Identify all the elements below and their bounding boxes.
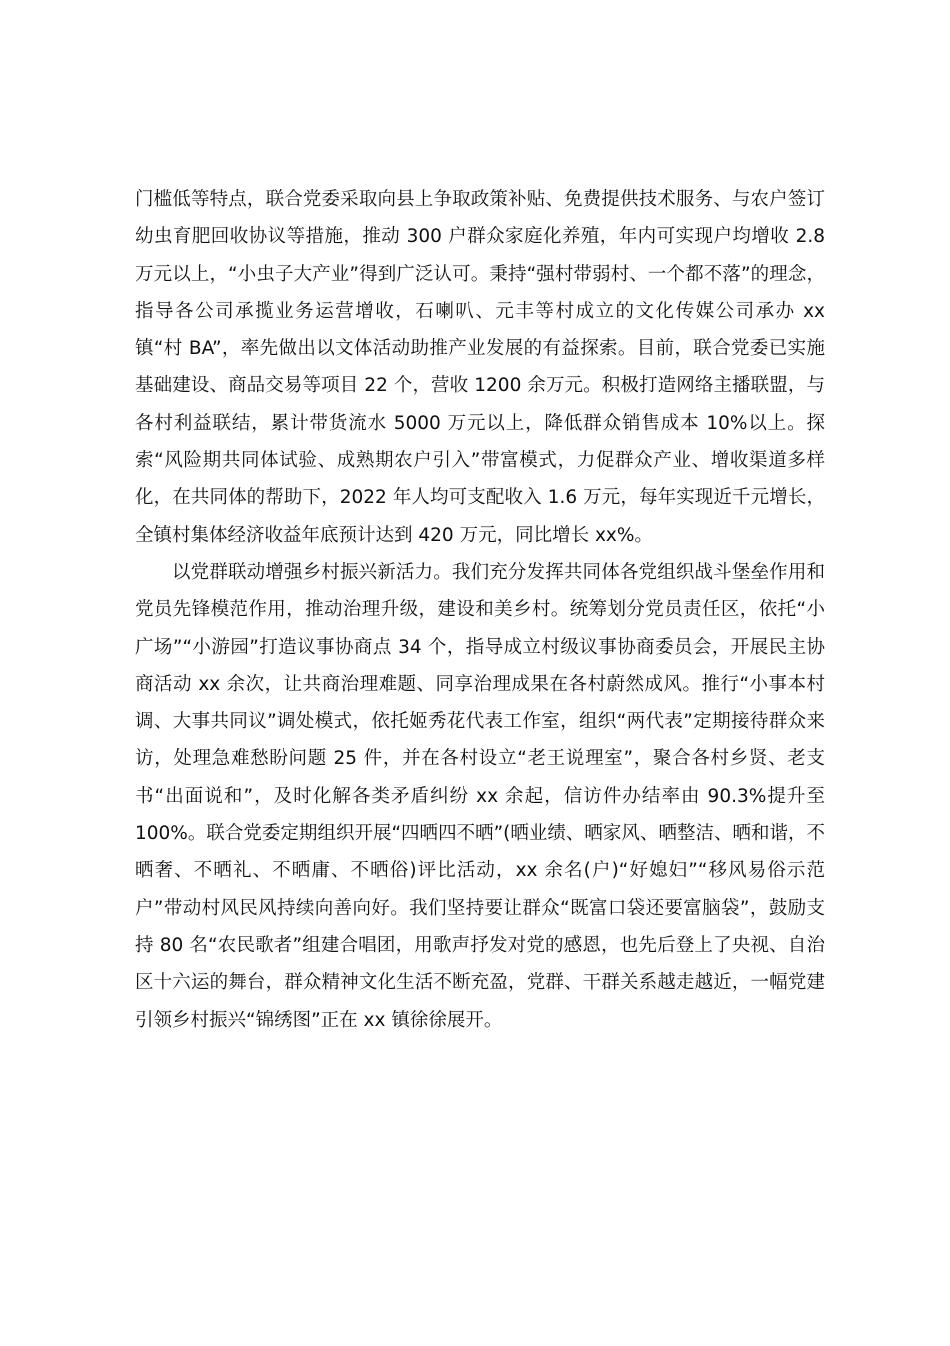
body-text (135, 181, 825, 1039)
paragraph-industry-development: 门槛低等特点，联合党委采取向县上争取政策补贴、免费提供技术服务、与农户签订幼虫育肥回收协议等措施，推动 300 户群众家庭化养殖，年内可实现户均增收 2.8 万元以上，“小虫子大产业”得到广泛认可。秉持“强村带弱村、一个都不落”的理念，指导各公司承揽业务运营增收，石喇叭、元丰等村成立的文化传媒公司承办 xx 镇“村 BA”，率先做出以文体活动助推产业发展的有益探索。目前，联合党委已实施基础建设、商品交易等项目 22 个，营收 1200 余万元。积极打造网络主播联盟，与各村利益联结，累计带货流水 5000 万元以上，降低群众销售成本 10%以上。探索“风险期共同体试验、成熟期农户引入”带富模式，力促群众产业、增收渠道多样化，在共同体的帮助下，2022 年人均可支配收入 1.6 万元，每年实现近千元增长，全镇村集体经济收益年底预计达到 420 万元，同比增长 xx%。 (135, 189, 825, 546)
paragraph-party-mass-linkage: 以党群联动增强乡村振兴新活力。我们充分发挥共同体各党组织战斗堡垒作用和党员先锋模范作用，推动治理升级，建设和美乡村。统筹划分党员责任区，依托“小广场”“小游园”打造议事协商点 34 个，指导成立村级议事协商委员会，开展民主协商活动 xx 余次，让共商治理难题、同享治理成果在各村蔚然成风。推行“小事本村调、大事共同议”调处模式，依托姬秀花代表工作室，组织“两代表”定期接待群众来访，处理急难愁盼问题 25 件，并在各村设立“老王说理室”，聚合各村乡贤、老支书“出面说和”，及时化解各类矛盾纠纷 xx 余起，信访件办结率由 90.3%提升至 100%。联合党委定期组织开展“四晒四不晒”(晒业绩、晒家风、晒整洁、晒和谐，不晒奢、不晒礼、不晒庸、不晒俗)评比活动，xx 余名(户)“好媳妇”“移风易俗示范户”带动村风民风持续向善向好。我们坚持要让群众“既富口袋还要富脑袋”，鼓励支持 80 名“农民歌者”组建合唱团，用歌声抒发对党的感恩，也先后登上了央视、自治区十六运的舞台，群众精神文化生活不断充盈，党群、干群关系越走越近，一幅党建引领乡村振兴“锦绣图”正在 xx 镇徐徐展开。 (135, 561, 825, 1031)
